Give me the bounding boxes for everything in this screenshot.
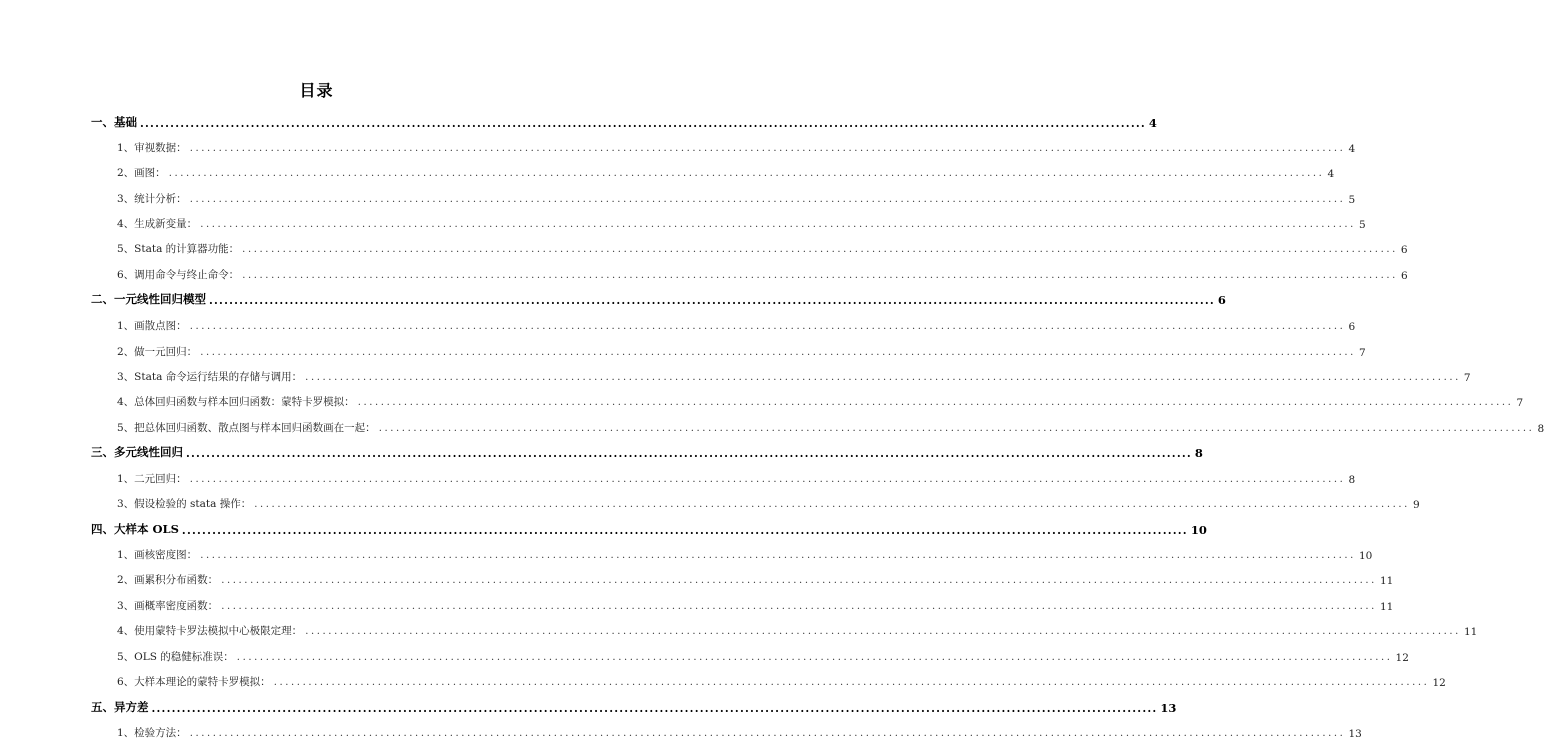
toc-chapter-entry[interactable] xyxy=(91,444,1203,460)
toc-dot-leader: ........................................................................................................................................................................................................ xyxy=(189,321,1346,332)
toc-page-number: 6 xyxy=(1400,244,1408,256)
toc-entry-title: 4、使用蒙特卡罗法模拟中心极限定理： xyxy=(117,625,303,637)
toc-section-entry[interactable] xyxy=(117,673,1446,689)
toc-section-entry[interactable] xyxy=(117,317,1356,333)
toc-entry-title: 1、二元回归： xyxy=(117,473,187,485)
toc-page-number: 4 xyxy=(1148,116,1157,130)
toc-page-number: 8 xyxy=(1348,474,1356,486)
toc-dot-leader: ........................................................................................................................................................................................................ xyxy=(221,575,1377,586)
toc-page-number: 11 xyxy=(1379,575,1394,587)
toc-section-entry[interactable] xyxy=(117,215,1366,231)
toc-dot-leader: ........................................................................................................................................................................................................ xyxy=(189,143,1346,154)
toc-section-entry[interactable] xyxy=(117,495,1420,511)
toc-dot-leader: ........................................................................................................................................................................................................ xyxy=(378,423,1535,434)
toc-page-number: 7 xyxy=(1463,372,1471,384)
toc-dot-leader: ........................................................................................................................................................................................................ xyxy=(181,524,1188,537)
toc-chapter-entry[interactable] xyxy=(91,291,1226,307)
toc-dot-leader: ........................................................................................................................................................................................................ xyxy=(200,347,1356,358)
toc-page-number: 10 xyxy=(1190,523,1207,537)
toc-entry-title: 2、画图： xyxy=(117,167,166,179)
toc-dot-leader: ........................................................................................................................................................................................................ xyxy=(242,244,1398,255)
toc-section-entry[interactable] xyxy=(117,164,1335,180)
toc-page-number: 13 xyxy=(1348,728,1362,740)
toc-entry-title: 3、假设检验的 stata 操作： xyxy=(117,498,252,510)
toc-dot-leader: ........................................................................................................................................................................................................ xyxy=(168,168,1325,179)
toc-section-entry[interactable] xyxy=(117,724,1362,740)
toc-dot-leader: ........................................................................................................................................................................................................ xyxy=(273,677,1430,688)
toc-entry-title: 2、做一元回归： xyxy=(117,346,198,358)
toc-page-number: 9 xyxy=(1412,499,1420,511)
toc-section-entry[interactable] xyxy=(117,622,1478,638)
toc-page-number: 11 xyxy=(1379,601,1394,613)
toc-entry-title: 四、大样本 OLS xyxy=(91,522,179,536)
toc-entry-title: 三、多元线性回归 xyxy=(91,445,183,459)
toc-page-number: 12 xyxy=(1432,677,1446,689)
toc-section-entry[interactable] xyxy=(117,139,1356,155)
toc-page-number: 11 xyxy=(1463,626,1478,638)
toc-page-number: 12 xyxy=(1395,652,1409,664)
toc-dot-leader: ........................................................................................................................................................................................................ xyxy=(236,652,1393,663)
toc-page-number: 4 xyxy=(1348,143,1356,155)
toc-page-number: 5 xyxy=(1348,194,1356,206)
toc-page-number: 7 xyxy=(1358,347,1366,359)
toc-dot-leader: ........................................................................................................................................................................................................ xyxy=(186,447,1192,460)
toc-entry-title: 5、把总体回归函数、散点图与样本回归函数画在一起： xyxy=(117,422,376,434)
toc-entry-title: 1、画散点图： xyxy=(117,320,187,332)
toc-dot-leader: ........................................................................................................................................................................................................ xyxy=(189,474,1346,485)
toc-dot-leader: ........................................................................................................................................................................................................ xyxy=(209,294,1215,307)
toc-entry-title: 5、OLS 的稳健标准误： xyxy=(117,651,234,663)
toc-title: 目录 xyxy=(299,81,334,100)
toc-section-entry[interactable] xyxy=(117,597,1394,613)
toc-dot-leader: ........................................................................................................................................................................................................ xyxy=(221,601,1377,612)
toc-entry-title: 一、基础 xyxy=(91,115,137,129)
toc-entry-title: 3、Stata 命令运行结果的存储与调用： xyxy=(117,371,303,383)
toc-entry-title: 6、大样本理论的蒙特卡罗模拟： xyxy=(117,676,271,688)
toc-section-entry[interactable] xyxy=(117,266,1408,282)
toc-entry-title: 4、生成新变量： xyxy=(117,218,198,230)
toc-chapter-entry[interactable] xyxy=(91,699,1177,715)
toc-dot-leader: ........................................................................................................................................................................................................ xyxy=(254,499,1410,510)
toc-page-number: 6 xyxy=(1348,321,1356,333)
toc-dot-leader: ........................................................................................................................................................................................................ xyxy=(189,728,1346,739)
toc-entry-title: 五、异方差 xyxy=(91,700,149,714)
toc-dot-leader: ........................................................................................................................................................................................................ xyxy=(140,117,1146,130)
toc-page-number: 5 xyxy=(1358,219,1366,231)
toc-dot-leader: ........................................................................................................................................................................................................ xyxy=(305,372,1461,383)
toc-section-entry[interactable] xyxy=(117,343,1366,359)
toc-entry-title: 2、画累积分布函数： xyxy=(117,574,219,586)
toc-entry-title: 1、审视数据： xyxy=(117,142,187,154)
toc-section-entry[interactable] xyxy=(117,240,1408,256)
toc-section-entry[interactable] xyxy=(117,368,1471,384)
toc-section-entry[interactable] xyxy=(117,419,1544,435)
toc-section-entry[interactable] xyxy=(117,393,1524,409)
toc-dot-leader: ........................................................................................................................................................................................................ xyxy=(151,702,1158,715)
toc-page-number: 10 xyxy=(1358,550,1373,562)
toc-dot-leader: ........................................................................................................................................................................................................ xyxy=(200,550,1356,561)
toc-entry-title: 6、调用命令与终止命令： xyxy=(117,269,240,281)
toc-page-number: 6 xyxy=(1217,293,1226,307)
toc-entry-title: 4、总体回归函数与样本回归函数：蒙特卡罗模拟： xyxy=(117,396,355,408)
toc-entry-title: 1、画核密度图： xyxy=(117,549,198,561)
toc-section-entry[interactable] xyxy=(117,648,1409,664)
toc-entry-title: 3、统计分析： xyxy=(117,193,187,205)
toc-page-number: 6 xyxy=(1400,270,1408,282)
toc-section-entry[interactable] xyxy=(117,470,1356,486)
toc-entry-title: 二、一元线性回归模型 xyxy=(91,292,206,306)
toc-chapter-entry[interactable] xyxy=(91,114,1157,130)
toc-entry-title: 3、画概率密度函数： xyxy=(117,600,219,612)
toc-dot-leader: ........................................................................................................................................................................................................ xyxy=(357,397,1514,408)
toc-section-entry[interactable] xyxy=(117,571,1394,587)
toc-page-number: 8 xyxy=(1537,423,1544,435)
toc-section-entry[interactable] xyxy=(117,190,1356,206)
toc-dot-leader: ........................................................................................................................................................................................................ xyxy=(189,194,1346,205)
toc-page-number: 4 xyxy=(1327,168,1335,180)
toc-dot-leader: ........................................................................................................................................................................................................ xyxy=(242,270,1398,281)
toc-section-entry[interactable] xyxy=(117,546,1373,562)
toc-page-number: 8 xyxy=(1194,446,1203,460)
toc-dot-leader: ........................................................................................................................................................................................................ xyxy=(200,219,1356,230)
toc-page-number: 13 xyxy=(1160,701,1177,715)
toc-entry-title: 5、Stata 的计算器功能： xyxy=(117,243,240,255)
toc-chapter-entry[interactable] xyxy=(91,521,1207,537)
toc-page-number: 7 xyxy=(1516,397,1524,409)
toc-dot-leader: ........................................................................................................................................................................................................ xyxy=(305,626,1461,637)
toc-entry-title: 1、检验方法： xyxy=(117,727,187,739)
